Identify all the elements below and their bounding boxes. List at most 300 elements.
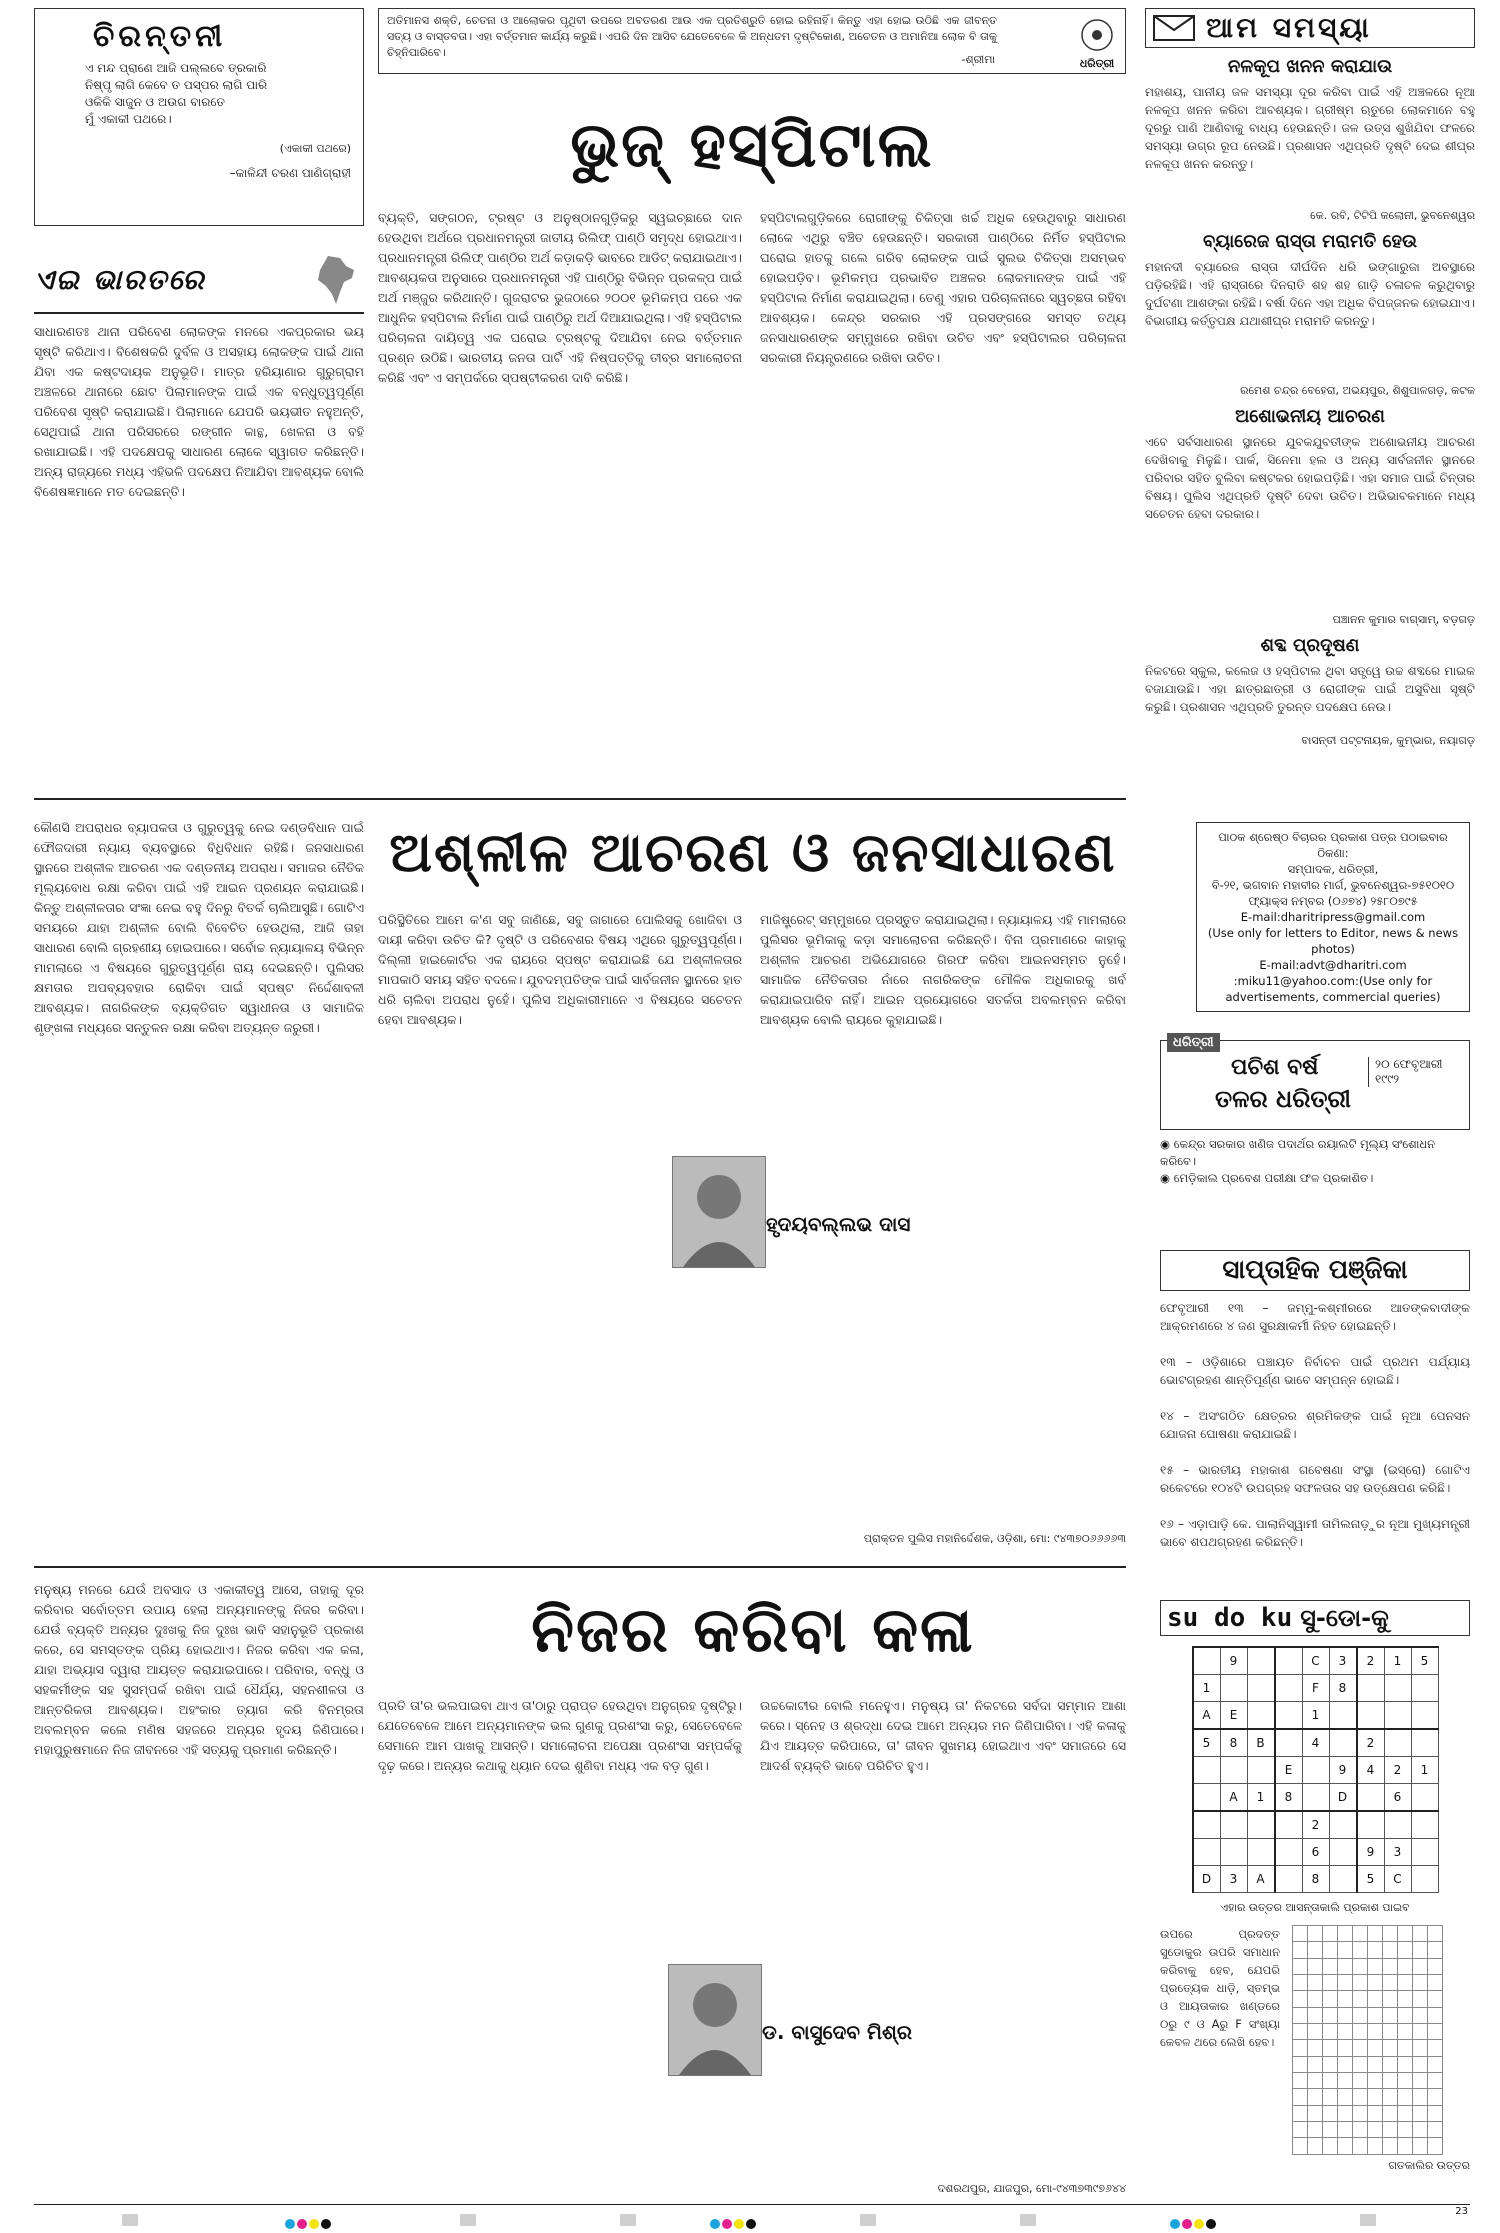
section-divider: [34, 798, 1126, 800]
answer-cell: [1383, 2007, 1398, 2023]
answer-cell: [1293, 2056, 1308, 2072]
answer-cell: [1353, 2073, 1368, 2089]
poem-line: ମୁଁ ଏକାକୀ ପଥରେ।: [85, 112, 172, 126]
weekly-diary: [1160, 1250, 1470, 1550]
answer-cell: [1428, 2105, 1443, 2121]
answer-cell: [1368, 2040, 1383, 2056]
contact-address: ଫ୍ୟାକ୍ସ ନମ୍ବର (୦୬୭୪) ୨୫୮୦୭୯୫: [1248, 894, 1418, 908]
mail-column-title: ଆମ ସମସ୍ୟା: [1206, 11, 1372, 44]
letter-sender: ବାସନ୍ତୀ ପଟ୍ଟନାୟକ, କୁମ୍ଭାର, ନୟାଗଡ଼: [1301, 734, 1475, 747]
answer-cell: [1383, 2089, 1398, 2105]
sudoku-cell[interactable]: [1247, 1839, 1275, 1866]
sudoku-cell[interactable]: 1: [1411, 1757, 1438, 1784]
sudoku-cell[interactable]: [1275, 1647, 1303, 1675]
author-photo-mishra: [668, 1964, 762, 2076]
ashlila-column-2: ମାଜିଷ୍ଟ୍ରେଟ୍ ସମ୍ମୁଖରେ ପ୍ରସ୍ତୁତ କରାଯାଇଥିଲା। ନ୍ୟାୟାଳୟ ଏହି ମାମଲାରେ ପୁଲିସର ଭୂମିକାକୁ କଡ଼ା ସମାଲୋଚନା କରିଛନ୍ତି। ବିନା ପ୍ରମାଣରେ କାହାକୁ ଅଶ୍ଳୀଳ ଆଚରଣ ଅଭିଯୋଗରେ ଗିରଫ କରିବା ଆଇନସମ୍ମତ ନୁହେଁ। ସାମାଜିକ ନୈତିକତାର ନାଁରେ ନାଗରିକଙ୍କ ମୌଳିକ ଅଧିକାରକୁ ଖର୍ବ କରାଯାଇପାରିବ ନାହିଁ। ଆଇନ ପ୍ରୟୋଗରେ ସତର୍କତା ଅବଲମ୍ବନ କରିବା ଆବଶ୍ୟକ ବୋଲି ରାୟରେ କୁହାଯାଇଛି।: [760, 912, 1126, 1027]
answer-cell: [1323, 1958, 1338, 1974]
sudoku-cell[interactable]: [1384, 1729, 1411, 1757]
footer-line: [34, 2204, 1470, 2205]
answer-cell: [1338, 2089, 1353, 2105]
answer-cell: [1413, 2040, 1428, 2056]
answer-cell: [1293, 1975, 1308, 1991]
bharat-section: [34, 252, 364, 792]
answer-cell: [1308, 2073, 1323, 2089]
contact-email-link[interactable]: E-mail:advt@dharitri.com: [1259, 958, 1407, 972]
letter-item: [1145, 231, 1475, 398]
author-portrait-icon: [673, 1157, 765, 1267]
anniversary-line-1: ପଚିଶ ବର୍ଷ: [1231, 1055, 1319, 1080]
answer-cell: [1428, 2138, 1443, 2155]
anniversary-logo: ଧରିତ୍ରୀ: [1167, 1033, 1220, 1052]
sudoku-cell[interactable]: 3: [1384, 1839, 1411, 1866]
sudoku-cell[interactable]: [1275, 1866, 1303, 1893]
answer-cell: [1323, 2105, 1338, 2121]
answer-cell: [1428, 2024, 1443, 2040]
sudoku-cell[interactable]: 3: [1220, 1866, 1247, 1893]
answer-cell: [1398, 2007, 1413, 2023]
sudoku-cell[interactable]: [1247, 1702, 1275, 1730]
answer-cell: [1323, 2089, 1338, 2105]
answer-cell: [1323, 2138, 1338, 2155]
answer-cell: [1383, 2138, 1398, 2155]
answer-cell: [1308, 2122, 1323, 2138]
sudoku-cell[interactable]: [1275, 1839, 1303, 1866]
sudoku-cell[interactable]: C: [1302, 1647, 1329, 1675]
sudoku-cell[interactable]: [1193, 1784, 1221, 1812]
nijar-column-2: ଉଚ୍ଚକୋଟୀର ବୋଲି ମନେହୁଏ। ମନୁଷ୍ୟ ତା' ନିକଟରେ ସର୍ବଦା ସମ୍ମାନ ଆଶା କରେ। ସ୍ନେହ ଓ ଶ୍ରଦ୍ଧା ଦେଇ ଆମେ ଅନ୍ୟର ମନ ଜିଣିପାରିବା। ଏହି କଳାକୁ ଯିଏ ଆୟତ୍ତ କରିପାରେ, ତା' ଜୀବନ ସୁଖମୟ ହୋଇଥାଏ ଏବଂ ସମାଜରେ ସେ ଆଦର୍ଶ ବ୍ୟକ୍ତି ଭାବେ ପରିଚିତ ହୁଏ।: [760, 1698, 1126, 1773]
answer-cell: [1308, 1926, 1323, 1942]
sudoku-cell[interactable]: 1: [1247, 1784, 1275, 1812]
sudoku-cell[interactable]: 9: [1357, 1839, 1385, 1866]
anniversary-item: ◉ ମେଡ଼ିକାଲ ପ୍ରବେଶ ପରୀକ୍ଷା ଫଳ ପ୍ରକାଶିତ।: [1160, 1171, 1374, 1185]
diary-item: ୧୪ – ଅସଂଗଠିତ କ୍ଷେତ୍ରର ଶ୍ରମିକଙ୍କ ପାଇଁ ନୂଆ ପେନସନ ଯୋଜନା ଘୋଷଣା କରାଯାଇଛି।: [1160, 1409, 1470, 1441]
answer-cell: [1293, 1991, 1308, 2007]
answer-cell: [1368, 1926, 1383, 1942]
sudoku-cell[interactable]: 6: [1302, 1839, 1329, 1866]
poem-box: [34, 8, 364, 226]
quote-text: ଅତିମାନସ ଶକ୍ତି, ଚେତନା ଓ ଆଲୋକର ପୃଥିବୀ ଉପରେ ଅବତରଣ ଆଉ ଏକ ପ୍ରତିଶ୍ରୁତି ହୋଇ ରହିନାହିଁ। କିନ୍ତୁ ଏହା ହୋଇ ଉଠିଛି ଏକ ଜୀବନ୍ତ ସତ୍ୟ ଓ ବାସ୍ତବତା। ଏହା ବର୍ତ୍ତମାନ କାର୍ଯ୍ୟ କରୁଛି। ଏପରି ଦିନ ଆସିବ ଯେତେବେଳେ କି ଅନ୍ଧତମ ଦୃଷ୍ଟିକୋଣ, ଅଚେତନ ଓ ଅମାନିଆ ଲୋକ ବି ତାକୁ ଚିହ୍ନିପାରିବେ।: [387, 14, 997, 59]
answer-cell: [1293, 2105, 1308, 2121]
answer-cell: [1368, 2024, 1383, 2040]
answer-cell: [1353, 1942, 1368, 1958]
answer-cell: [1398, 2122, 1413, 2138]
bharat-section-title: ଏଇ ଭାରତରେ: [34, 263, 206, 296]
letter-text: ମହାନଦୀ ବ୍ୟାରେଜ ରାସ୍ତା ଦୀର୍ଘଦିନ ଧରି ଭଙ୍ଗାରୁଜା ଅବସ୍ଥାରେ ପଡ଼ିରହିଛି। ଏହି ରାସ୍ତାରେ ଦିନରାତି ଶହ ଶହ ଗାଡ଼ି ଚଳାଚଳ କରୁଥିବାରୁ ଦୁର୍ଘଟଣା ଆଶଙ୍କା ରହିଛି। ବର୍ଷା ଦିନେ ଏହା ଅଧିକ ବିପଜ୍ଜନକ ହୋଇଯାଏ। ବିଭାଗୀୟ କର୍ତ୍ତୃପକ୍ଷ ଯଥାଶୀଘ୍ର ମରାମତି କରନ୍ତୁ।: [1145, 260, 1475, 328]
answer-cell: [1368, 1958, 1383, 1974]
sudoku-answer-label: ଗତକାଲିର ଉତ୍ତର: [1388, 2159, 1470, 2172]
answer-cell: [1338, 2138, 1353, 2155]
answer-cell: [1353, 1975, 1368, 1991]
answer-cell: [1428, 1958, 1443, 1974]
answer-cell: [1398, 1942, 1413, 1958]
sudoku-cell[interactable]: 6: [1384, 1784, 1411, 1812]
letter-item: [1145, 635, 1475, 748]
sudoku-cell[interactable]: D: [1329, 1784, 1357, 1812]
contact-email-link[interactable]: :miku11@yahoo.com:(Use only for advertisements, commercial queries): [1225, 974, 1441, 1004]
author-credit-mishra: ଦଶରଥପୁର, ଯାଜପୁର, ମୋ-୯୪୩୭୩୯୭୬୪୪: [937, 2182, 1126, 2195]
answer-cell: [1323, 2122, 1338, 2138]
answer-cell: [1413, 2073, 1428, 2089]
answer-cell: [1338, 2007, 1353, 2023]
letter-title: ଅଶୋଭନୀୟ ଆଚରଣ: [1235, 406, 1385, 427]
answer-cell: [1398, 2138, 1413, 2155]
answer-cell: [1308, 2007, 1323, 2023]
sudoku-cell[interactable]: E: [1220, 1702, 1247, 1730]
sudoku-cell[interactable]: [1302, 1757, 1329, 1784]
poem-line: ଓକିକି ସାଜୁନ ଓ ଅଉଗ ବାରତେ: [85, 95, 225, 109]
sudoku-note: ଏହାର ଉତ୍ତର ଆସନ୍ତାକାଲି ପ୍ରକାଶ ପାଇବ: [1220, 1901, 1410, 1914]
sudoku-cell[interactable]: [1275, 1675, 1303, 1702]
sudoku-cell[interactable]: [1193, 1757, 1221, 1784]
contact-intro: ପାଠକ ଶ୍ରେଷ୍ଠ ବିଚାରର ପ୍ରକାଶ ପତ୍ର ପଠାଇବାର ଠିକଣା:: [1218, 830, 1448, 860]
ashlila-column-1: ପରିସ୍ଥିତିରେ ଆମେ କ'ଣ ସବୁ ଜାଣିଛେ, ସବୁ ଜାଗାରେ ପୋଲିସକୁ ଖୋଜିବା ଓ ଦାୟୀ କରିବା ଉଚିତ କି? ଦୃଷ୍ଟି ଓ ପରିବେଶର ବିଷୟ ଏଥିରେ ଗୁରୁତ୍ୱପୂର୍ଣ୍ଣ। ଦିଲ୍ଲୀ ହାଇକୋର୍ଟର ଏକ ରାୟରେ ସ୍ପଷ୍ଟ କରାଯାଇଛି ଯେ ଅଶ୍ଳୀଳତାର ମାପକାଠି ସମୟ ସହିତ ବଦଳେ। ଯୁବଦମ୍ପତିଙ୍କ ପାଇଁ ସାର୍ବଜନୀନ ସ୍ଥାନରେ ହାତ ଧରି ଚାଲିବା ଅପରାଧ ନୁହେଁ। ପୁଲିସ ଅଧିକାରୀମାନେ ଏ ବିଷୟରେ ସଚେତନ ହେବା ଆବଶ୍ୟକ।: [378, 912, 742, 1027]
sudoku-cell[interactable]: [1193, 1647, 1221, 1675]
sudoku-cell[interactable]: 1: [1384, 1647, 1411, 1675]
sudoku-cell[interactable]: 9: [1329, 1757, 1357, 1784]
answer-cell: [1413, 2007, 1428, 2023]
sudoku-cell[interactable]: [1384, 1811, 1411, 1839]
sudoku-cell[interactable]: [1329, 1839, 1357, 1866]
answer-cell: [1338, 2056, 1353, 2072]
sudoku-cell[interactable]: [1247, 1647, 1275, 1675]
answer-cell: [1368, 2105, 1383, 2121]
author-photo-das: [672, 1156, 766, 1268]
sudoku-cell[interactable]: 9: [1220, 1647, 1247, 1675]
letter-sender: କେ. ରବି, ଟିଟିପି କଲୋନୀ, ଭୁବନେଶ୍ୱର: [1310, 209, 1475, 222]
answer-cell: [1413, 2056, 1428, 2072]
answer-cell: [1398, 2024, 1413, 2040]
answer-cell: [1353, 2056, 1368, 2072]
answer-cell: [1428, 2007, 1443, 2023]
sudoku-cell[interactable]: C: [1384, 1866, 1411, 1893]
answer-cell: [1398, 1975, 1413, 1991]
sudoku-cell[interactable]: [1384, 1675, 1411, 1702]
author-credit-das: ପ୍ରାକ୍ତନ ପୁଲିସ ମହାନିର୍ଦ୍ଦେଶକ, ଓଡ଼ିଶା, ମୋ: ୯୪୩୭୦୬୬୬୬୩: [863, 1532, 1126, 1545]
diary-item: ୧୫ – ଭାରତୀୟ ମହାକାଶ ଗବେଷଣା ସଂସ୍ଥା (ଇସ୍ରୋ) ଗୋଟିଏ ରକେଟରେ ୧୦୪ଟି ଉପଗ୍ରହ ସଫଳତାର ସହ ଉତ୍କ୍ଷେପଣ କରିଛି।: [1160, 1463, 1470, 1495]
sudoku-cell[interactable]: [1220, 1675, 1247, 1702]
envelope-icon: [1152, 14, 1196, 42]
sudoku-cell[interactable]: B: [1247, 1729, 1275, 1757]
sudoku-cell[interactable]: 2: [1357, 1647, 1385, 1675]
sudoku-cell[interactable]: [1275, 1729, 1303, 1757]
sudoku-cell[interactable]: 8: [1275, 1784, 1303, 1812]
sudoku-cell[interactable]: [1357, 1675, 1385, 1702]
answer-cell: [1353, 1991, 1368, 2007]
answer-cell: [1293, 2089, 1308, 2105]
diary-title: ସାପ୍ତାହିକ ପଞ୍ଜିକା: [1160, 1250, 1470, 1291]
answer-cell: [1428, 2122, 1443, 2138]
print-marks: [0, 2214, 1500, 2230]
answer-cell: [1293, 1926, 1308, 1942]
sudoku-cell[interactable]: [1329, 1811, 1357, 1839]
answer-cell: [1398, 1926, 1413, 1942]
answer-cell: [1323, 1975, 1338, 1991]
sudoku-section: [1160, 1600, 1470, 2200]
sudoku-cell[interactable]: [1411, 1675, 1438, 1702]
sudoku-cell[interactable]: 3: [1329, 1647, 1357, 1675]
sudoku-cell[interactable]: 4: [1302, 1729, 1329, 1757]
sudoku-cell[interactable]: [1193, 1811, 1221, 1839]
page-number: 23: [1455, 2206, 1468, 2217]
sudoku-cell[interactable]: [1220, 1811, 1247, 1839]
sudoku-rules: ଉପରେ ପ୍ରଦତ୍ତ ସୁଡୋକୁର ଉପରି ସମାଧାନ କରିବାକୁ ହେବ, ଯେପରି ପ୍ରତ୍ୟେକ ଧାଡ଼ି, ସ୍ତମ୍ଭ ଓ ଆୟତାକାର ଖଣ୍ଡରେ ୦ରୁ ୯ ଓ Aରୁ F ସଂଖ୍ୟା କେବଳ ଥରେ ଲେଖି ହେବ।: [1160, 1927, 1280, 2049]
contact-box: [1196, 822, 1470, 1012]
answer-cell: [1428, 2073, 1443, 2089]
sudoku-cell[interactable]: 5: [1411, 1647, 1438, 1675]
answer-cell: [1338, 1991, 1353, 2007]
sudoku-cell[interactable]: [1357, 1702, 1385, 1730]
answer-cell: [1383, 2073, 1398, 2089]
sudoku-cell[interactable]: 8: [1220, 1729, 1247, 1757]
bharat-text: ସାଧାରଣତଃ ଥାନା ପରିବେଶ ଲୋକଙ୍କ ମନରେ ଏକପ୍ରକାର ଭୟ ସୃଷ୍ଟି କରିଥାଏ। ବିଶେଷକରି ଦୁର୍ବଳ ଓ ଅସହାୟ ଲୋକଙ୍କ ପାଇଁ ଥାନା ଯିବା ଏକ କଷ୍ଟଦାୟକ ଅନୁଭୂତି। ମାତ୍ର ହରିୟାଣାର ଗୁରୁଗ୍ରାମ ଅଞ୍ଚଳରେ ଥାନାରେ ଛୋଟ ପିଲାମାନଙ୍କ ପାଇଁ ଏକ ବନ୍ଧୁତ୍ୱପୂର୍ଣ୍ଣ ପରିବେଶ ସୃଷ୍ଟି କରାଯାଇଛି। ପିଲାମାନେ ଯେପରି ଭୟଭୀତ ନହୁଅନ୍ତି, ସେଥିପାଇଁ ଥାନା ପରିସରରେ ରଙ୍ଗୀନ କାନ୍ଥ, ଖେଳନା ଓ ବହି ରଖାଯାଇଛି। ଏହି ପଦକ୍ଷେପକୁ ସାଧାରଣ ଲୋକେ ସ୍ୱାଗତ କରିଛନ୍ତି। ଅନ୍ୟ ରାଜ୍ୟରେ ମଧ୍ୟ ଏହିଭଳି ପଦକ୍ଷେପ ନିଆଯିବା ଆବଶ୍ୟକ ବୋଲି ବିଶେଷଜ୍ଞମାନେ ମତ ଦେଇଛନ୍ତି।: [34, 324, 364, 499]
sudoku-cell[interactable]: 5: [1193, 1729, 1221, 1757]
answer-cell: [1323, 2024, 1338, 2040]
india-map-icon: [308, 252, 364, 308]
letter-title: ବ୍ୟାରେଜ ରାସ୍ତା ମରାମତି ହେଉ: [1202, 231, 1418, 252]
sudoku-cell[interactable]: [1357, 1784, 1385, 1812]
answer-cell: [1293, 2007, 1308, 2023]
answer-cell: [1413, 2122, 1428, 2138]
sudoku-cell[interactable]: 8: [1302, 1866, 1329, 1893]
answer-cell: [1398, 2089, 1413, 2105]
sudoku-cell[interactable]: [1411, 1811, 1438, 1839]
answer-cell: [1428, 1975, 1443, 1991]
contact-address: ସମ୍ପାଦକ, ଧରିତ୍ରୀ,: [1287, 862, 1379, 876]
headline-bhuj: ଭୁଜ୍ ହସ୍ପିଟାଲ: [570, 108, 934, 181]
answer-cell: [1383, 2105, 1398, 2121]
answer-cell: [1308, 2089, 1323, 2105]
nijar-intro: ମନୁଷ୍ୟ ମନରେ ଯେଉଁ ଅବସାଦ ଓ ଏକାକୀତ୍ୱ ଆସେ, ତାହାକୁ ଦୂର କରିବାର ସର୍ବୋତ୍ତମ ଉପାୟ ହେଲା ଅନ୍ୟମାନଙ୍କୁ ନିଜର କରିବା। ଯେଉଁ ବ୍ୟକ୍ତି ଅନ୍ୟର ଦୁଃଖକୁ ନିଜ ଦୁଃଖ ଭାବି ସହାନୁଭୂତି ପ୍ରକାଶ କରେ, ସେ ସମସ୍ତଙ୍କ ପ୍ରିୟ ହୋଇଥାଏ। ନିଜର କରିବା ଏକ କଳା, ଯାହା ଅଭ୍ୟାସ ଦ୍ୱାରା ଆୟତ୍ତ କରାଯାଇପାରେ। ପରିବାର, ବନ୍ଧୁ ଓ ସହକର୍ମୀଙ୍କ ସହ ସୁସମ୍ପର୍କ ରଖିବା ପାଇଁ ଧୈର୍ଯ୍ୟ, ସହନଶୀଳତା ଓ ଆନ୍ତରିକତା ଆବଶ୍ୟକ। ଅହଂକାର ତ୍ୟାଗ କରି ବିନମ୍ରତା ଅବଲମ୍ବନ କଲେ ମଣିଷ ସହଜରେ ଅନ୍ୟର ହୃଦୟ ଜିଣିପାରେ। ମହାପୁରୁଷମାନେ ନିଜ ଜୀବନରେ ଏହି ସତ୍ୟକୁ ପ୍ରମାଣ କରିଛନ୍ତି।: [34, 1582, 364, 1757]
answer-cell: [1413, 1975, 1428, 1991]
sudoku-cell[interactable]: [1193, 1839, 1221, 1866]
diary-item: ୧୬ – ଏଡ଼ାପାଡ଼ି କେ. ପାଲାନିସ୍ୱାମୀ ତାମିଲନାଡ଼ୁର ନୂଆ ମୁଖ୍ୟମନ୍ତ୍ରୀ ଭାବେ ଶପଥଗ୍ରହଣ କରିଛନ୍ତି।: [1160, 1517, 1470, 1549]
bhuj-column-2: ହସ୍ପିଟାଲଗୁଡ଼ିକରେ ରୋଗୀଙ୍କୁ ଚିକିତ୍ସା ଖର୍ଚ୍ଚ ଅଧିକ ହେଉଥିବାରୁ ସାଧାରଣ ଲୋକେ ଏଥିରୁ ବଞ୍ଚିତ ହେଉଛନ୍ତି। ସରକାରୀ ପାଣ୍ଠିରେ ନିର୍ମିତ ହସ୍ପିଟାଲ ଘରୋଇ ହାତକୁ ଗଲେ ଗରିବ ଲୋକଙ୍କ ପାଇଁ ସୁଲଭ ଚିକିତ୍ସା ଅସମ୍ଭବ ହୋଇପଡ଼ିବ। ଭୂମିକମ୍ପ ପ୍ରଭାବିତ ଅଞ୍ଚଳର ଲୋକମାନଙ୍କ ପାଇଁ ଏହି ହସ୍ପିଟାଲ ନିର୍ମାଣ କରାଯାଇଥିଲା। ତେଣୁ ଏହାର ପରିଚାଳନାରେ ସ୍ୱଚ୍ଛତା ରହିବା ଆବଶ୍ୟକ। କେନ୍ଦ୍ର ସରକାର ଏହି ପ୍ରସଙ୍ଗରେ ସମସ୍ତ ତଥ୍ୟ ଜନସାଧାରଣଙ୍କ ସମ୍ମୁଖରେ ରଖିବା ଉଚିତ ଏବଂ ହସ୍ପିଟାଲର ପରିଚାଳନା ସରକାରୀ ନିୟନ୍ତ୍ରଣରେ ରଖିବା ଉଚିତ।: [760, 210, 1126, 365]
letter-text: ନିକଟରେ ସ୍କୁଲ, କଲେଜ ଓ ହସ୍ପିଟାଲ ଥିବା ସତ୍ତ୍ୱେ ଉଚ୍ଚ ଶବ୍ଦରେ ମାଇକ ବଜାଯାଉଛି। ଏହା ଛାତ୍ରଛାତ୍ରୀ ଓ ରୋଗୀଙ୍କ ପାଇଁ ଅସୁବିଧା ସୃଷ୍ଟି କରୁଛି। ପ୍ରଶାସନ ଏଥିପ୍ରତି ତୁରନ୍ତ ପଦକ୍ଷେପ ନେଉ।: [1145, 664, 1475, 714]
answer-cell: [1413, 1942, 1428, 1958]
answer-cell: [1308, 2024, 1323, 2040]
sudoku-cell[interactable]: 2: [1384, 1757, 1411, 1784]
answer-cell: [1308, 2040, 1323, 2056]
answer-cell: [1428, 2056, 1443, 2072]
sudoku-answer-grid: [1292, 1925, 1443, 2155]
answer-cell: [1353, 1958, 1368, 1974]
answer-cell: [1368, 2122, 1383, 2138]
sudoku-cell[interactable]: [1411, 1784, 1438, 1812]
sudoku-cell[interactable]: [1411, 1702, 1438, 1730]
letter-text: ମହାଶୟ, ପାନୀୟ ଜଳ ସମସ୍ୟା ଦୂର କରିବା ପାଇଁ ଏହି ଅଞ୍ଚଳରେ ନୂଆ ନଳକୂପ ଖନନ କରିବା ଆବଶ୍ୟକ। ଗ୍ରୀଷ୍ମ ଋତୁରେ ଲୋକମାନେ ବହୁ ଦୂରରୁ ପାଣି ଆଣିବାକୁ ବାଧ୍ୟ ହେଉଛନ୍ତି। ଜଳ ଉତ୍ସ ଶୁଖିଯିବା ଫଳରେ ସମସ୍ୟା ଉଗ୍ର ରୂପ ନେଉଛି। ପ୍ରଶାସନ ଏଥିପ୍ରତି ଦୃଷ୍ଟି ଦେଇ ଶୀଘ୍ର ନଳକୂପ ଖନନ କରନ୍ତୁ।: [1145, 85, 1475, 171]
sudoku-cell[interactable]: [1275, 1811, 1303, 1839]
answer-cell: [1323, 2056, 1338, 2072]
sudoku-cell[interactable]: [1220, 1839, 1247, 1866]
answer-cell: [1383, 1942, 1398, 1958]
answer-cell: [1353, 2024, 1368, 2040]
sudoku-cell[interactable]: F: [1302, 1675, 1329, 1702]
answer-cell: [1338, 2105, 1353, 2121]
answer-cell: [1398, 1991, 1413, 2007]
answer-cell: [1323, 2040, 1338, 2056]
letter-sender: ପଞ୍ଚାନନ କୁମାର ବାଗ୍‌ସାମ୍‌, ବଡ଼ଗଡ଼: [1332, 613, 1475, 626]
letter-item: [1145, 406, 1475, 627]
sudoku-cell[interactable]: [1247, 1757, 1275, 1784]
answer-cell: [1413, 2024, 1428, 2040]
answer-cell: [1293, 1942, 1308, 1958]
mail-column: [1145, 8, 1475, 798]
answer-cell: [1308, 2105, 1323, 2121]
diary-item: ୧୩ – ଓଡ଼ିଶାରେ ପଞ୍ଚାୟତ ନିର୍ବାଚନ ପାଇଁ ପ୍ରଥମ ପର୍ଯ୍ୟାୟ ଭୋଟଗ୍ରହଣ ଶାନ୍ତିପୂର୍ଣ୍ଣ ଭାବେ ସମ୍ପନ୍ନ ହୋଇଛି।: [1160, 1355, 1470, 1387]
sudoku-cell[interactable]: [1411, 1839, 1438, 1866]
section-divider: [34, 1566, 1126, 1568]
answer-cell: [1353, 1926, 1368, 1942]
sudoku-cell[interactable]: 1: [1302, 1702, 1329, 1730]
answer-cell: [1413, 1958, 1428, 1974]
sudoku-cell[interactable]: 2: [1302, 1811, 1329, 1839]
sudoku-cell[interactable]: [1411, 1729, 1438, 1757]
answer-cell: [1308, 2138, 1323, 2155]
answer-cell: [1323, 1942, 1338, 1958]
sudoku-cell[interactable]: [1329, 1702, 1357, 1730]
quote-logo: ଧରିତ୍ରୀ: [1079, 17, 1115, 71]
answer-cell: [1338, 1942, 1353, 1958]
answer-cell: [1398, 2073, 1413, 2089]
answer-cell: [1428, 1991, 1443, 2007]
answer-cell: [1368, 1942, 1383, 1958]
answer-cell: [1413, 1991, 1428, 2007]
answer-cell: [1368, 1975, 1383, 1991]
contact-address: ବି-୨୧, ଭଗବାନ ମହାବୀର ମାର୍ଗ, ଭୁବନେଶ୍ୱର-୭୫୧୦୧୦: [1211, 878, 1455, 892]
sudoku-cell[interactable]: [1247, 1675, 1275, 1702]
diary-item: ଫେବୃଆରୀ ୧୩ – ଜମ୍ମୁ-କଶ୍ମୀରରେ ଆତଙ୍କବାଦୀଙ୍କ ଆକ୍ରମଣରେ ୪ ଜଣ ସୁରକ୍ଷାକର୍ମୀ ନିହତ ହୋଇଛନ୍ତି।: [1160, 1301, 1470, 1333]
answer-cell: [1308, 1991, 1323, 2007]
answer-cell: [1308, 1942, 1323, 1958]
answer-cell: [1368, 2007, 1383, 2023]
letter-title: ଶବ୍ଦ ପ୍ରଦୂଷଣ: [1260, 635, 1360, 656]
ashlila-intro: କୌଣସି ଅପରାଧର ବ୍ୟାପକତା ଓ ଗୁରୁତ୍ୱକୁ ନେଇ ଦଣ୍ଡବିଧାନ ପାଇଁ ଫୌଜଦାରୀ ନ୍ୟାୟ ବ୍ୟବସ୍ଥାରେ ବିଧିବିଧାନ ରହିଛି। ଜନସାଧାରଣ ସ୍ଥାନରେ ଅଶ୍ଳୀଳ ଆଚରଣ ଏକ ଦଣ୍ଡନୀୟ ଅପରାଧ। ସମାଜର ନୈତିକ ମୂଲ୍ୟବୋଧ ରକ୍ଷା କରିବା ପାଇଁ ଏହି ଆଇନ ପ୍ରଣୟନ କରାଯାଇଛି। କିନ୍ତୁ ଅଶ୍ଳୀଳତାର ସଂଜ୍ଞା ନେଇ ବହୁ ଦିନରୁ ବିତର୍କ ଚାଲିଆସୁଛି। ଗୋଟିଏ ସମୟରେ ଯାହା ଅଶ୍ଳୀଳ ବୋଲି ବିବେଚିତ ହେଉଥିଲା, ଆଜି ତାହା ସାଧାରଣ ବୋଲି ଗ୍ରହଣୀୟ ହୋଇପାରେ। ସର୍ବୋଚ୍ଚ ନ୍ୟାୟାଳୟ ବିଭିନ୍ନ ମାମଲାରେ ଏ ବିଷୟରେ ଗୁରୁତ୍ୱପୂର୍ଣ୍ଣ ରାୟ ଦେଇଛନ୍ତି। ପୁଲିସର କ୍ଷମତାର ଅପବ୍ୟବହାର ରୋକିବା ପାଇଁ ସ୍ପଷ୍ଟ ନିର୍ଦ୍ଦେଶାବଳୀ ଆବଶ୍ୟକ। ନାଗରିକଙ୍କ ବ୍ୟକ୍ତିଗତ ସ୍ୱାଧୀନତା ଓ ସାମାଜିକ ଶୃଙ୍ଖଳା ମଧ୍ୟରେ ସନ୍ତୁଳନ ରକ୍ଷା କରିବା ଅତ୍ୟନ୍ତ ଜରୁରୀ।: [34, 820, 364, 1035]
answer-cell: [1338, 2040, 1353, 2056]
answer-cell: [1368, 2056, 1383, 2072]
sudoku-cell[interactable]: E: [1275, 1757, 1303, 1784]
answer-cell: [1308, 1958, 1323, 1974]
sudoku-title-en: su do ku: [1167, 1603, 1293, 1633]
answer-cell: [1338, 2024, 1353, 2040]
answer-cell: [1338, 1975, 1353, 1991]
answer-cell: [1353, 2122, 1368, 2138]
answer-cell: [1383, 1958, 1398, 1974]
sudoku-cell[interactable]: [1357, 1811, 1385, 1839]
answer-cell: [1428, 1926, 1443, 1942]
answer-cell: [1383, 2122, 1398, 2138]
answer-cell: [1308, 2056, 1323, 2072]
answer-cell: [1323, 2007, 1338, 2023]
dharitri-emblem-icon: [1079, 17, 1115, 53]
sudoku-cell[interactable]: [1302, 1784, 1329, 1812]
poem-source: (ଏକାକୀ ପଥରେ): [279, 142, 351, 155]
answer-cell: [1293, 2040, 1308, 2056]
sudoku-cell[interactable]: A: [1247, 1866, 1275, 1893]
sudoku-cell[interactable]: [1329, 1866, 1357, 1893]
quote-author: -ଶ୍ରୀମା: [961, 53, 995, 66]
author-name-mishra: ଡ. ବାସୁଦେବ ମିଶ୍ର: [762, 2020, 913, 2044]
bhuj-column-1: ବ୍ୟକ୍ତି, ସଙ୍ଗଠନ, ଟ୍ରଷ୍ଟ ଓ ଅନୁଷ୍ଠାନଗୁଡ଼ିକରୁ ସ୍ୱଇଚ୍ଛାରେ ଦାନ ହେଉଥିବା ଅର୍ଥରେ ପ୍ରଧାନମନ୍ତ୍ରୀ ଜାତୀୟ ରିଲିଫ୍ ପାଣ୍ଠି ସମୃଦ୍ଧ ହୋଇଥାଏ। ପ୍ରଧାନମନ୍ତ୍ରୀ ରିଲିଫ୍ ପାଣ୍ଠିର ଅର୍ଥ କଡ଼ାକଡ଼ି ଭାବରେ ଆଡିଟ୍ କରାଯାଇଥାଏ। ଆବଶ୍ୟକତା ଅନୁସାରେ ପ୍ରଧାନମନ୍ତ୍ରୀ ଏହି ପାଣ୍ଠିରୁ ବିଭିନ୍ନ ପ୍ରକଳ୍ପ ପାଇଁ ଅର୍ଥ ମଞ୍ଜୁର କରିଥାନ୍ତି। ଗୁଜରାଟର ଭୁଜଠାରେ ୨୦୦୧ ଭୂମିକମ୍ପ ପରେ ଏକ ଆଧୁନିକ ହସ୍ପିଟାଲ ନିର୍ମାଣ ପାଇଁ ପାଣ୍ଠିରୁ ଅର୍ଥ ଦିଆଯାଇଥିଲା। ଏହି ହସ୍ପିଟାଲ ପରିଚାଳନା ଦାୟିତ୍ୱ ଏକ ଘରୋଇ ଟ୍ରଷ୍ଟକୁ ଦିଆଯିବା ନେଇ ବର୍ତ୍ତମାନ ପ୍ରଶ୍ନ ଉଠିଛି। ଭାରତୀୟ ଜନତା ପାର୍ଟି ଏହି ନିଷ୍ପତ୍ତିକୁ ତୀବ୍ର ସମାଲୋଚନା କରିଛି ଏବଂ ଏ ସମ୍ପର୍କରେ ସ୍ପଷ୍ଟୀକରଣ ଦାବି କରିଛି।: [378, 210, 742, 385]
answer-cell: [1338, 1958, 1353, 1974]
answer-cell: [1398, 2056, 1413, 2072]
sudoku-cell[interactable]: [1384, 1702, 1411, 1730]
answer-cell: [1338, 1926, 1353, 1942]
anniversary-date: ୨୦ ଫେବୃଆରୀ ୧୯୯୨: [1368, 1057, 1461, 1087]
answer-cell: [1428, 2089, 1443, 2105]
nijar-column-1: ପ୍ରତି ତା'ର ଭଲପାଇବା ଥାଏ ତା'ଠାରୁ ପ୍ରାପ୍ତ ହେଉଥିବା ଅନୁଗ୍ରହ ଦୃଷ୍ଟିରୁ। ଯେତେବେଳେ ଆମେ ଅନ୍ୟମାନଙ୍କ ଭଲ ଗୁଣକୁ ପ୍ରଶଂସା କରୁ, ସେତେବେଳେ ସେମାନେ ଆମ ପାଖକୁ ଆସନ୍ତି। ସମାଲୋଚନା ଅପେକ୍ଷା ପ୍ରଶଂସା ସମ୍ପର୍କକୁ ଦୃଢ଼ କରେ। ଅନ୍ୟର କଥାକୁ ଧ୍ୟାନ ଦେଇ ଶୁଣିବା ମଧ୍ୟ ଏକ ବଡ଼ ଗୁଣ।: [378, 1698, 742, 1773]
answer-cell: [1353, 2105, 1368, 2121]
answer-cell: [1398, 2040, 1413, 2056]
sudoku-cell[interactable]: [1275, 1702, 1303, 1730]
answer-cell: [1383, 1975, 1398, 1991]
poem-title: ଚିରନ୍ତନୀ: [93, 19, 227, 54]
poem-line: ନିଷ୍ପୃ ଲାଗି କେବେ ତ ପସ୍ପର ଲାଗି ପାରି: [85, 78, 268, 92]
answer-cell: [1338, 2122, 1353, 2138]
answer-cell: [1383, 1991, 1398, 2007]
sudoku-cell[interactable]: 5: [1357, 1866, 1385, 1893]
sudoku-cell[interactable]: [1247, 1811, 1275, 1839]
poem-author: –କାଳିନ୍ଦୀ ଚରଣ ପାଣିଗ୍ରାହୀ: [229, 166, 351, 180]
sudoku-cell[interactable]: 1: [1193, 1675, 1221, 1702]
answer-cell: [1368, 1991, 1383, 2007]
sudoku-cell[interactable]: [1220, 1757, 1247, 1784]
sudoku-cell[interactable]: 8: [1329, 1675, 1357, 1702]
anniversary-box: [1160, 1035, 1470, 1240]
letter-title: ନଳକୂପ ଖନନ କରାଯାଉ: [1227, 56, 1393, 77]
answer-cell: [1293, 2138, 1308, 2155]
letter-item: [1145, 56, 1475, 223]
answer-cell: [1383, 2040, 1398, 2056]
sudoku-cell[interactable]: 4: [1357, 1757, 1385, 1784]
anniversary-line-2: ତଳର ଧରିତ୍ରୀ: [1215, 1085, 1351, 1113]
answer-cell: [1293, 2073, 1308, 2089]
answer-cell: [1353, 2040, 1368, 2056]
answer-cell: [1413, 1926, 1428, 1942]
answer-cell: [1353, 2138, 1368, 2155]
answer-cell: [1323, 1991, 1338, 2007]
answer-cell: [1398, 1958, 1413, 1974]
sudoku-cell[interactable]: [1329, 1729, 1357, 1757]
answer-cell: [1293, 1958, 1308, 1974]
answer-cell: [1323, 1926, 1338, 1942]
sudoku-cell[interactable]: [1411, 1866, 1438, 1893]
sudoku-grid[interactable]: [1192, 1646, 1439, 1893]
poem-line: ଏ ମନ୍ଦ ପ୍ରାଣେ ଆଜି ପଲ୍ଲବେ ତ୍ରକାରି: [85, 61, 267, 75]
headline-nijar: ନିଜର କରିବା କଳା: [531, 1593, 975, 1666]
answer-cell: [1413, 2089, 1428, 2105]
answer-cell: [1293, 2122, 1308, 2138]
sudoku-cell[interactable]: 2: [1357, 1729, 1385, 1757]
anniversary-item: ◉ କେନ୍ଦ୍ର ସରକାର ଖଣିଜ ପଦାର୍ଥର ରୟାଲଟି ମୂଲ୍ୟ ସଂଶୋଧନ କରିବେ।: [1160, 1137, 1436, 1168]
author-name-das: ହୃଦୟବଲ୍ଲଭ ଦାସ: [766, 1212, 911, 1236]
contact-email-note: (Use only for letters to Editor, news & news photos): [1207, 926, 1459, 956]
answer-cell: [1428, 2040, 1443, 2056]
answer-cell: [1413, 2138, 1428, 2155]
answer-cell: [1323, 2073, 1338, 2089]
answer-cell: [1383, 2056, 1398, 2072]
sudoku-cell[interactable]: A: [1220, 1784, 1247, 1812]
answer-cell: [1413, 2105, 1428, 2121]
contact-email-link[interactable]: E-mail:dharitripress@gmail.com: [1240, 910, 1426, 924]
sudoku-cell[interactable]: D: [1193, 1866, 1221, 1893]
answer-cell: [1368, 2138, 1383, 2155]
letter-text: ଏବେ ସର୍ବସାଧାରଣ ସ୍ଥାନରେ ଯୁବକଯୁବତୀଙ୍କ ଅଶୋଭନୀୟ ଆଚରଣ ଦେଖିବାକୁ ମିଳୁଛି। ପାର୍କ, ସିନେମା ହଲ ଓ ଅନ୍ୟ ସାର୍ବଜନୀନ ସ୍ଥାନରେ ପରିବାର ସହିତ ବୁଲିବା କଷ୍ଟକର ହୋଇପଡ଼ିଛି। ଏହା ସମାଜ ପାଇଁ ଚିନ୍ତାର ବିଷୟ। ପୁଲିସ ଏଥିପ୍ରତି ଦୃଷ୍ଟି ଦେବା ଉଚିତ। ଅଭିଭାବକମାନେ ମଧ୍ୟ ସଚେତନ ହେବା ଦରକାର।: [1145, 435, 1475, 521]
letter-sender: ରମେଶ ଚନ୍ଦ୍ର ବେହେରା, ଅଭୟପୁର, ଶିଶୁପାଳଗଡ଼, କଟକ: [1240, 384, 1475, 397]
sudoku-cell[interactable]: A: [1193, 1702, 1221, 1730]
answer-cell: [1308, 1975, 1323, 1991]
answer-cell: [1338, 2073, 1353, 2089]
answer-cell: [1293, 2024, 1308, 2040]
